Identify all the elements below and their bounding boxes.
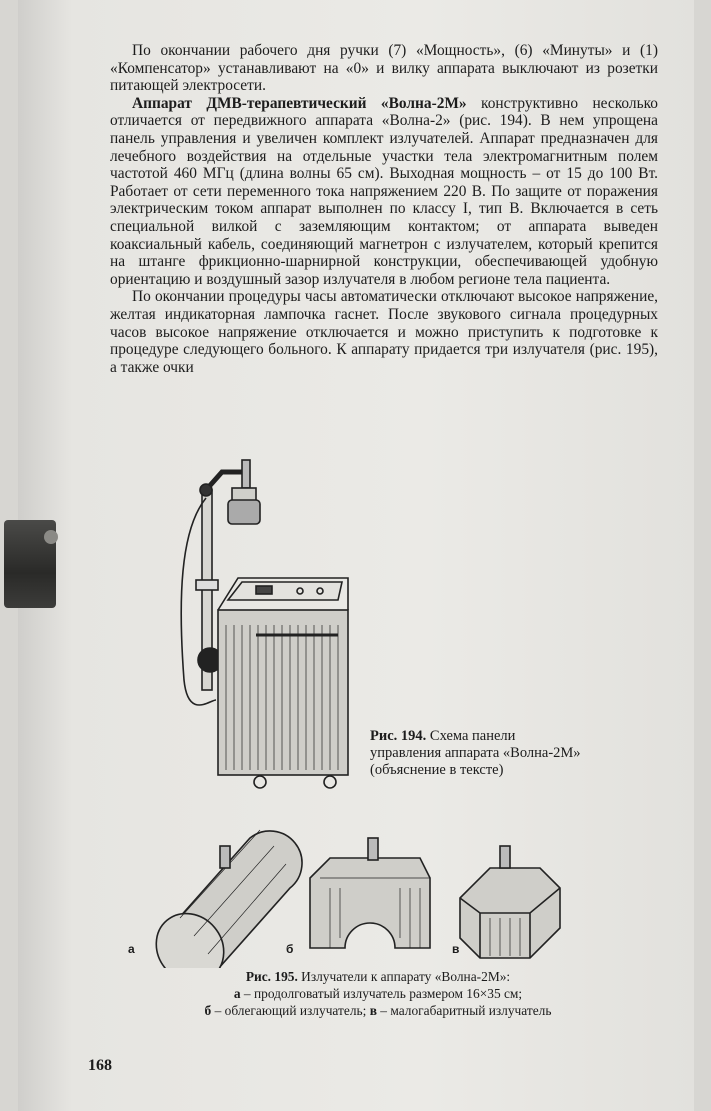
- binder-clip: [4, 520, 56, 608]
- device-illustration: [160, 450, 360, 795]
- body-text: [110, 42, 658, 376]
- paragraph-2: Аппарат ДМВ-терапевтический «Волна-2М» конструктивно несколько отличается от передвижного аппарата «Волна-2» (рис. 194). В нем упрощена панель управления и увеличен комплект излучателей. Аппарат предназначен для лечебного воздействия на отдельные участки тела электромагнитным полем частотой 460 МГц (длина волны 65 см). Выходная мощность – от 15 до 100 Вт. Работает от сети переменного тока напряжением 220 В. По защите от поражения электрическим током аппарат выполнен по классу I, тип В. Включается в сеть специальной вилкой с заземляющим контактом; от аппарата выведен коаксиальный кабель, соединяющий магнетрон с излучателем, который крепится на штанге фрикционно-шарнирной конструкции, обеспечивающей удобную ориентацию и воздушный зазор излучателя в любом регионе тела пациента.: [110, 94, 658, 288]
- paragraph-1: По окончании рабочего дня ручки (7) «Мощность», (6) «Минуты» и (1) «Компенсатор» устанавливают на «0» и вилку аппарата выключают из розетки питающей электросети.: [110, 42, 658, 95]
- caption-line-2: а – продолговатый излучатель размером 16×35 см;: [233, 986, 523, 1001]
- page-number: 168: [88, 1057, 112, 1074]
- label-b: б: [286, 942, 294, 956]
- figure-194-caption: Рис. 194. Схема панели управления аппарата «Волна-2М» (объяснение в тексте): [370, 728, 581, 778]
- label-a: а: [128, 942, 135, 956]
- caption-line-1: Рис. 195. Излучатели к аппарату «Волна-2М»:: [245, 969, 511, 984]
- emitters-illustration: [140, 818, 580, 968]
- emitter-c-drawing: [460, 846, 560, 958]
- figure-195-caption: [108, 968, 648, 1019]
- paragraph-2-lead: Аппарат ДМВ-терапевтический «Волна-2М»: [132, 94, 467, 112]
- caption-line-3: б – облегающий излучатель; в – малогабаритный излучатель: [204, 1003, 552, 1018]
- emitter-b-drawing: [310, 838, 430, 948]
- emitter-a-drawing: [142, 830, 302, 968]
- paragraph-3: По окончании процедуры часы автоматически отключают высокое напряжение, желтая индикаторная лампочка гаснет. После звукового сигнала процедурных часов высокое напряжение отключается и можно приступить к подготовке к процедуре следующего больного. К аппарату придается три излучателя (рис. 195), а также очки: [110, 288, 658, 376]
- label-c: в: [452, 942, 460, 956]
